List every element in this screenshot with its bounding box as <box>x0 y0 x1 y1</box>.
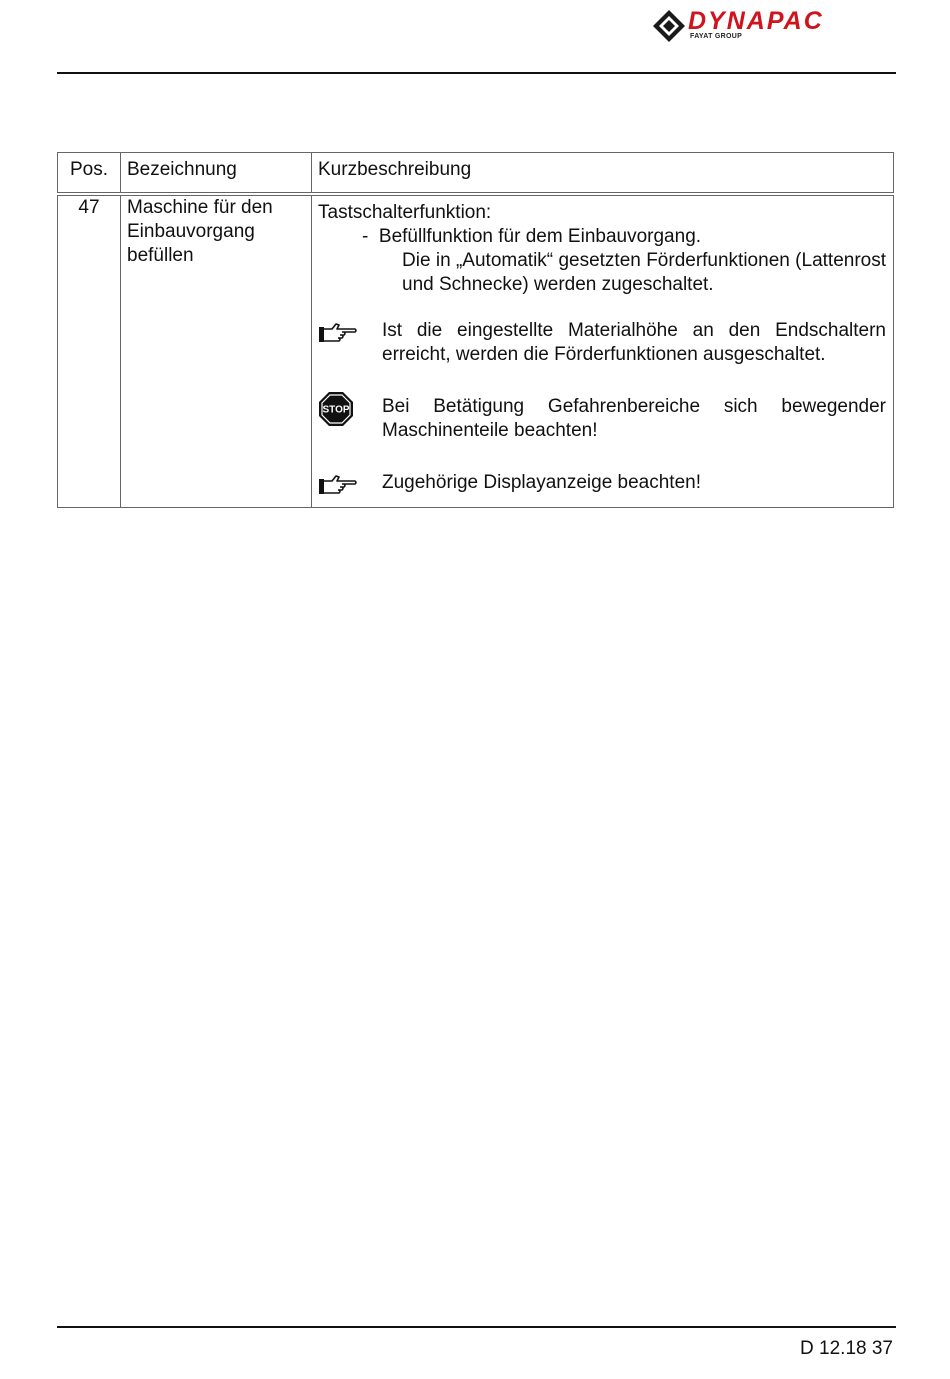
row-description <box>312 194 894 508</box>
page-number: D 12.18 37 <box>800 1338 893 1359</box>
note-display <box>318 471 886 495</box>
header-name: Bezeichnung <box>121 153 312 195</box>
warning-text: Bei Betätigung Gefahrenbereiche sich bewegender Maschinenteile beachten! <box>382 396 886 441</box>
list-item-detail: Die in „Automatik“ gesetzten Förderfunktionen (Lattenrost und Schnecke) werden zugeschaltet. <box>402 250 886 295</box>
header-desc: Kurzbeschreibung <box>312 153 894 195</box>
desc-list-item <box>318 225 886 297</box>
table-row <box>58 194 894 508</box>
logo-subtitle: FAYAT GROUP <box>690 33 743 40</box>
stop-label: STOP <box>322 404 350 416</box>
pointing-hand-icon <box>318 473 358 495</box>
note-text-1: Ist die eingestellte Materialhöhe an den Endschaltern erreicht, werden die Förderfunktionen ausgeschaltet. <box>382 320 886 365</box>
logo-wordmark: DYNAPAC <box>688 7 824 35</box>
pointing-hand-icon <box>318 321 358 343</box>
note-text-2: Zugehörige Displayanzeige beachten! <box>382 472 701 493</box>
note-material-height <box>318 319 886 367</box>
list-dash: - <box>362 226 369 247</box>
table-header-row <box>58 153 894 195</box>
dynapac-logo <box>652 6 900 44</box>
row-pos: 47 <box>58 194 121 508</box>
list-item-title: Befüllfunktion für dem Einbauvorgang. <box>378 226 702 247</box>
function-table <box>57 152 894 508</box>
row-name: Maschine für den Einbauvorgang befüllen <box>121 194 312 508</box>
warning-moving-parts <box>318 395 886 443</box>
stop-sign-icon <box>318 391 354 427</box>
header-pos: Pos. <box>58 153 121 195</box>
dynapac-diamond-icon <box>652 9 686 43</box>
header-rule <box>57 72 896 74</box>
desc-intro: Tastschalterfunktion: <box>318 202 492 223</box>
footer-rule <box>57 1326 896 1328</box>
